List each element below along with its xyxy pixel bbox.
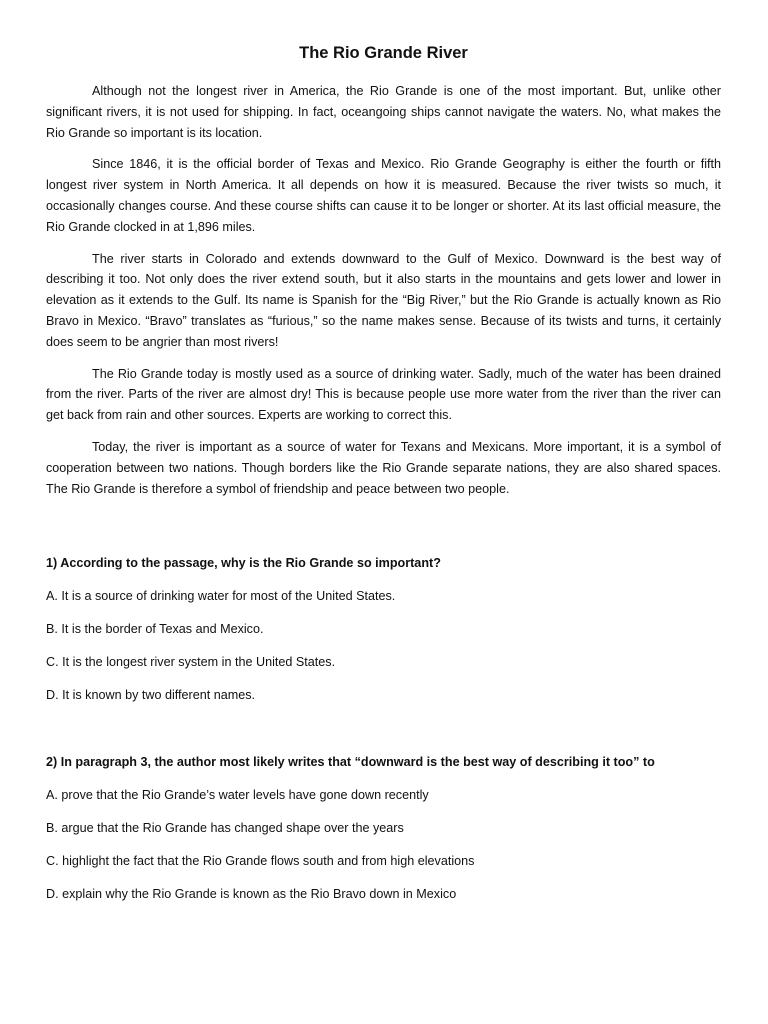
question-1-option-a: A. It is a source of drinking water for most of the United States. [46,589,396,603]
question-2-option-d: D. explain why the Rio Grande is known as the Rio Bravo down in Mexico [46,887,457,901]
question-1 [46,553,721,705]
question-1-prompt: 1) According to the passage, why is the Rio Grande so important? [46,556,441,570]
question-1-option-c: C. It is the longest river system in the United States. [46,655,336,669]
question-1-option-d: D. It is known by two different names. [46,688,256,702]
question-2-option-a: A. prove that the Rio Grande’s water levels have gone down recently [46,788,429,802]
question-2-prompt: 2) In paragraph 3, the author most likely writes that “downward is the best way of describing it too” to [46,755,655,769]
question-2-option-c: C. highlight the fact that the Rio Grande flows south and from high elevations [46,854,475,868]
question-2-option-b: B. argue that the Rio Grande has changed shape over the years [46,821,404,835]
question-2 [46,752,721,904]
reading-passage [46,81,721,499]
passage-paragraph-1: Although not the longest river in America, the Rio Grande is one of the most important. But, unlike other significant rivers, it is not used for shipping. In fact, oceangoing ships cannot navigate the waters. No, what makes the Rio Grande so important is its location. [46,84,721,140]
passage-paragraph-4: The Rio Grande today is mostly used as a source of drinking water. Sadly, much of the water has been drained from the river. Parts of the river are almost dry! This is because people use more water from the river than the river can get back from rain and other sources. Experts are working to correct this. [46,366,721,423]
question-1-option-b: B. It is the border of Texas and Mexico. [46,622,264,636]
passage-paragraph-3: The river starts in Colorado and extends downward to the Gulf of Mexico. Downward is the best way of describing it too. Not only does the river extend south, but it also starts in the mountains and gets lower and lower in elevation as it extends to the Gulf. Its name is Spanish for the “Big River,” but the Rio Grande is actually known as Rio Bravo in Mexico. “Bravo” translates as “furious,” so the name makes sense. Because of its twists and turns, it certainly does seem to be angrier than most rivers! [46,251,721,349]
passage-paragraph-5: Today, the river is important as a source of water for Texans and Mexicans. More important, it is a symbol of cooperation between two nations. Though borders like the Rio Grande separate nations, they are also shared spaces. The Rio Grande is therefore a symbol of friendship and peace between two people. [46,439,721,496]
page-title: The Rio Grande River [299,44,468,62]
passage-paragraph-2: Since 1846, it is the official border of Texas and Mexico. Rio Grande Geography is either the fourth or fifth longest river system in North America. It all depends on how it is measured. Because the river twists so much, it occasionally changes course. And these course shifts can cause it to be longer or shorter. At its last official measure, the Rio Grande clocked in at 1,896 miles. [46,157,721,234]
